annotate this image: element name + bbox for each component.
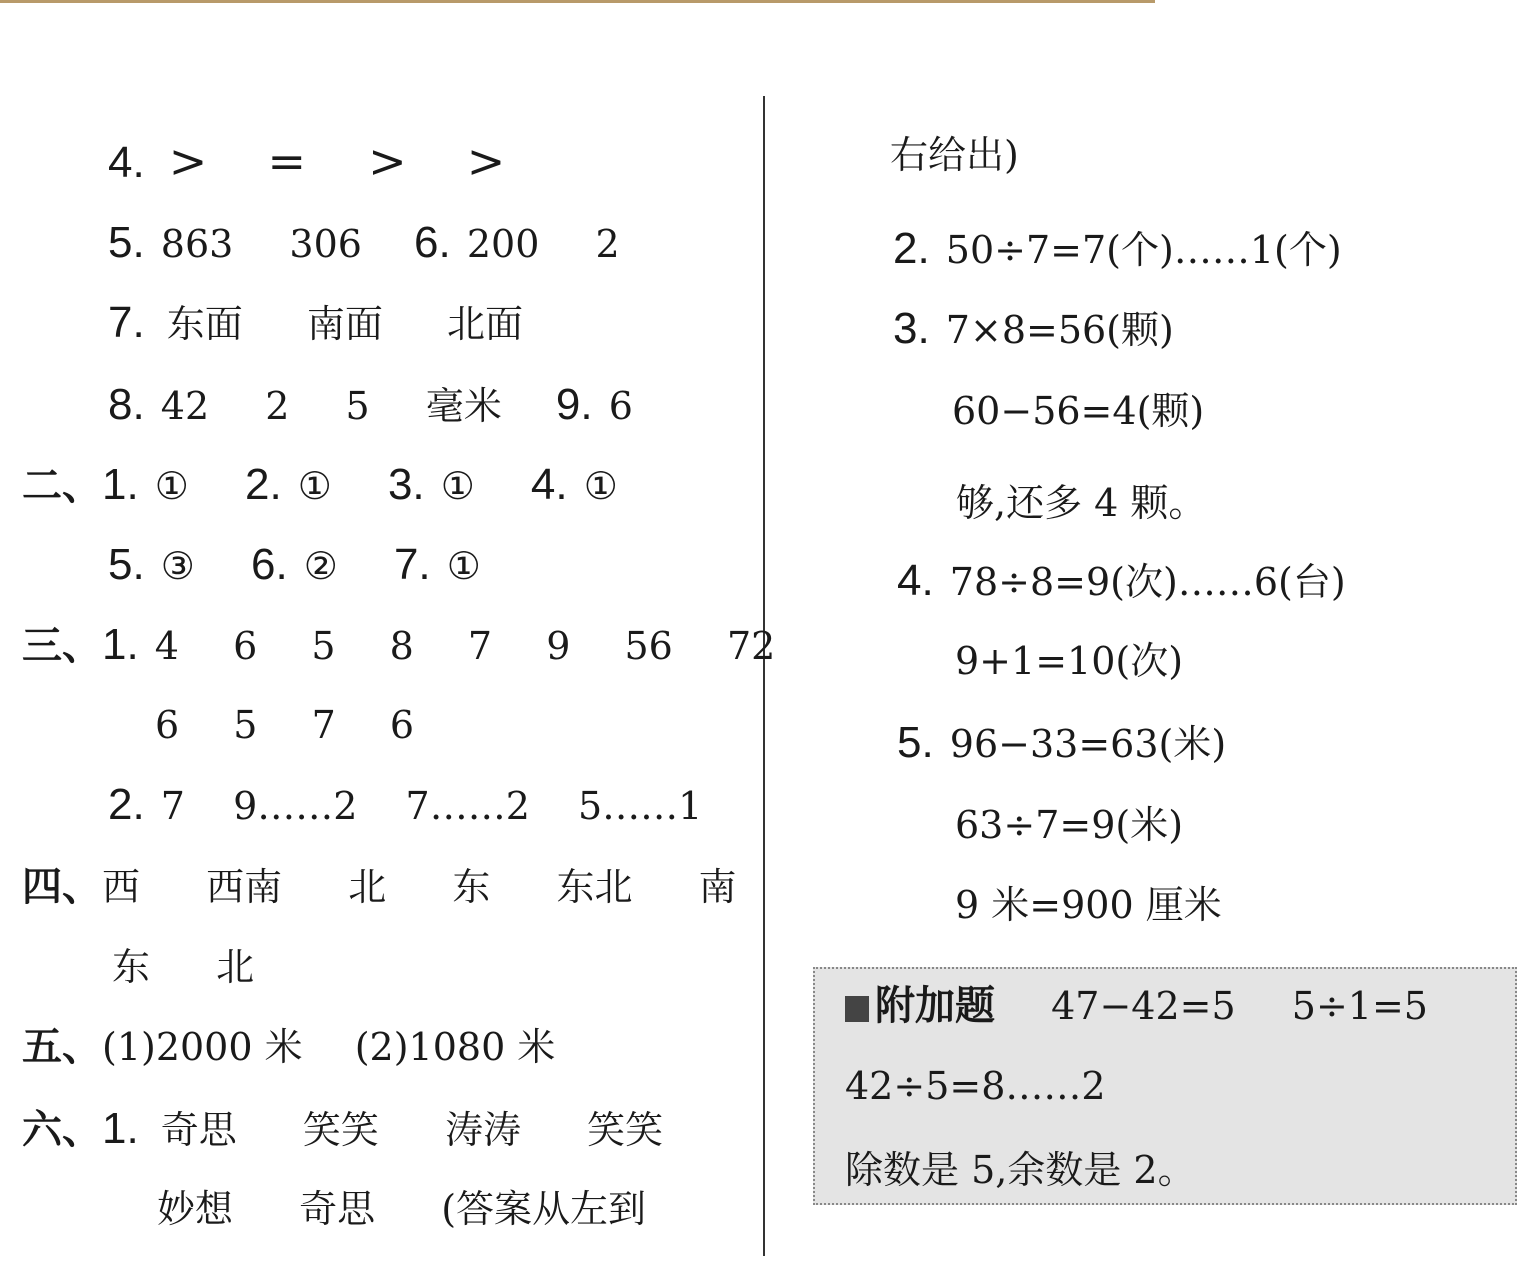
equation: 9+1=10(次)	[955, 639, 1184, 683]
item-number: 4.	[897, 556, 934, 605]
answer: >	[466, 134, 506, 188]
answer: 72	[726, 624, 776, 668]
equation: 60−56=4(颗)	[952, 389, 1205, 433]
item-number: 5.	[897, 718, 934, 767]
item-number: 1.	[102, 620, 139, 669]
item-number: 2.	[244, 460, 282, 509]
bonus-line-3	[845, 1147, 1196, 1193]
answer: 6	[389, 703, 415, 747]
answer: 妙想	[157, 1187, 234, 1231]
equation: 7×8=56(颗)	[945, 308, 1174, 352]
problem-3-line-2	[952, 388, 1204, 434]
equation: 42÷5=8……2	[845, 1064, 1106, 1108]
item-number: 4.	[108, 138, 145, 187]
answer: 5	[233, 703, 258, 747]
item-number: 6.	[414, 218, 451, 267]
section-label: 六、	[22, 1107, 102, 1153]
answer: 8	[389, 624, 414, 668]
answer-sentence: 除数是 5,余数是 2。	[845, 1148, 1196, 1192]
answer: 6	[155, 703, 180, 747]
section-3-line-3	[108, 782, 702, 829]
answer: 7	[160, 784, 185, 828]
problem-4-line-2	[955, 638, 1183, 684]
answer: 西南	[206, 865, 283, 909]
answer: 5	[345, 384, 370, 428]
bonus-title: 附加题	[875, 983, 995, 1029]
answer-sentence: 够,还多 4 颗。	[956, 481, 1207, 525]
answer: >	[168, 134, 208, 188]
problem-5-line-3	[955, 882, 1222, 928]
continued-note	[890, 132, 1019, 178]
answer: 东北	[556, 865, 633, 909]
problem-5-line-2	[955, 802, 1183, 848]
answer: 6	[233, 624, 258, 668]
answer: 东	[112, 945, 151, 989]
section-4-line-1	[22, 864, 737, 910]
bonus-question-box	[813, 967, 1517, 1205]
equation: 9 米=900 厘米	[955, 883, 1222, 927]
answer: ①	[583, 464, 618, 508]
answer: 涛涛	[445, 1108, 522, 1152]
section-3-line-1	[22, 622, 775, 669]
top-border	[0, 0, 1155, 3]
section-2-line-1	[22, 462, 618, 509]
item-number: 3.	[387, 460, 425, 509]
answer: 南	[698, 865, 737, 909]
item-number: 3.	[893, 304, 930, 353]
item-number: 7.	[393, 540, 431, 589]
answer: (2)1080 米	[354, 1025, 556, 1069]
answer: 笑笑	[587, 1108, 664, 1152]
problem-5-line-1	[897, 720, 1226, 767]
answer: 南面	[306, 302, 383, 346]
answer: 奇思	[160, 1108, 237, 1152]
item-number: 1.	[102, 460, 139, 509]
answer: 西	[102, 865, 141, 909]
answer: 奇思	[299, 1187, 376, 1231]
answer: ①	[154, 464, 189, 508]
section-label: 三、	[22, 623, 102, 669]
equation: 63÷7=9(米)	[955, 803, 1184, 847]
bonus-line-2	[845, 1063, 1106, 1109]
answer: 2	[595, 222, 620, 266]
answer: >	[368, 134, 407, 188]
equation: 47−42=5	[1051, 984, 1236, 1028]
section-5-line	[22, 1024, 555, 1070]
answer-line-7	[108, 300, 523, 347]
answer: 北面	[447, 302, 524, 346]
equation: 5÷1=5	[1291, 984, 1428, 1028]
section-2-line-2	[108, 542, 481, 589]
answer: 9……2	[233, 784, 358, 828]
answer: 42	[160, 384, 210, 428]
item-number: 1.	[102, 1104, 139, 1153]
answer: ③	[160, 544, 195, 588]
answer: 5	[311, 624, 336, 668]
section-4-line-2	[112, 944, 254, 990]
answer: 4	[154, 624, 179, 668]
answer: 东	[452, 865, 491, 909]
equation: 96−33=63(米)	[949, 722, 1227, 766]
item-number: 4.	[530, 460, 568, 509]
answer: 北	[348, 865, 387, 909]
problem-3-line-3	[956, 480, 1206, 526]
column-divider	[763, 96, 765, 1256]
item-number: 5.	[108, 218, 145, 267]
note-text: (答案从左到	[441, 1187, 647, 1231]
answer-line-4	[108, 134, 506, 188]
square-bullet-icon	[845, 996, 869, 1022]
answer: 北	[216, 945, 255, 989]
answer: (1)2000 米	[102, 1025, 303, 1069]
section-6-line-1	[22, 1106, 663, 1153]
answer: 56	[624, 624, 673, 668]
item-number: 9.	[555, 380, 593, 429]
section-3-line-2	[155, 702, 414, 748]
problem-2	[893, 226, 1342, 273]
answer: 200	[466, 222, 540, 266]
item-number: 5.	[108, 540, 145, 589]
section-label: 五、	[22, 1024, 102, 1070]
equation: 78÷8=9(次)……6(台)	[949, 560, 1346, 604]
equation: 50÷7=7(个)……1(个)	[945, 228, 1342, 272]
item-number: 6.	[250, 540, 288, 589]
item-number: 7.	[108, 298, 145, 347]
answer: 5……1	[577, 784, 703, 828]
problem-3-line-1	[893, 306, 1174, 353]
answer: ①	[297, 464, 332, 508]
item-number: 8.	[108, 380, 145, 429]
answer: 7	[311, 703, 336, 747]
answer: ①	[440, 464, 475, 508]
answer: 2	[265, 384, 290, 428]
answer-line-8-9	[108, 382, 633, 429]
answer: 笑笑	[302, 1108, 379, 1152]
answer: 9	[546, 624, 571, 668]
answer: 7……2	[405, 784, 530, 828]
answer: ②	[303, 544, 338, 588]
answer: 863	[160, 222, 234, 266]
answer: 306	[289, 222, 362, 266]
answer: ①	[446, 544, 481, 588]
section-6-line-2	[157, 1186, 646, 1232]
problem-4-line-1	[897, 558, 1346, 605]
answer: 7	[467, 624, 493, 668]
section-label: 四、	[22, 864, 102, 910]
bonus-line-1	[845, 983, 1428, 1029]
answer-line-5-6	[108, 220, 620, 267]
answer: 6	[608, 384, 633, 428]
item-number: 2.	[893, 224, 930, 273]
answer: =	[267, 134, 306, 188]
item-number: 2.	[108, 780, 145, 829]
answer: 东面	[166, 302, 243, 346]
note-text: 右给出)	[890, 133, 1019, 177]
section-label: 二、	[22, 463, 102, 509]
answer: 毫米	[425, 384, 502, 428]
